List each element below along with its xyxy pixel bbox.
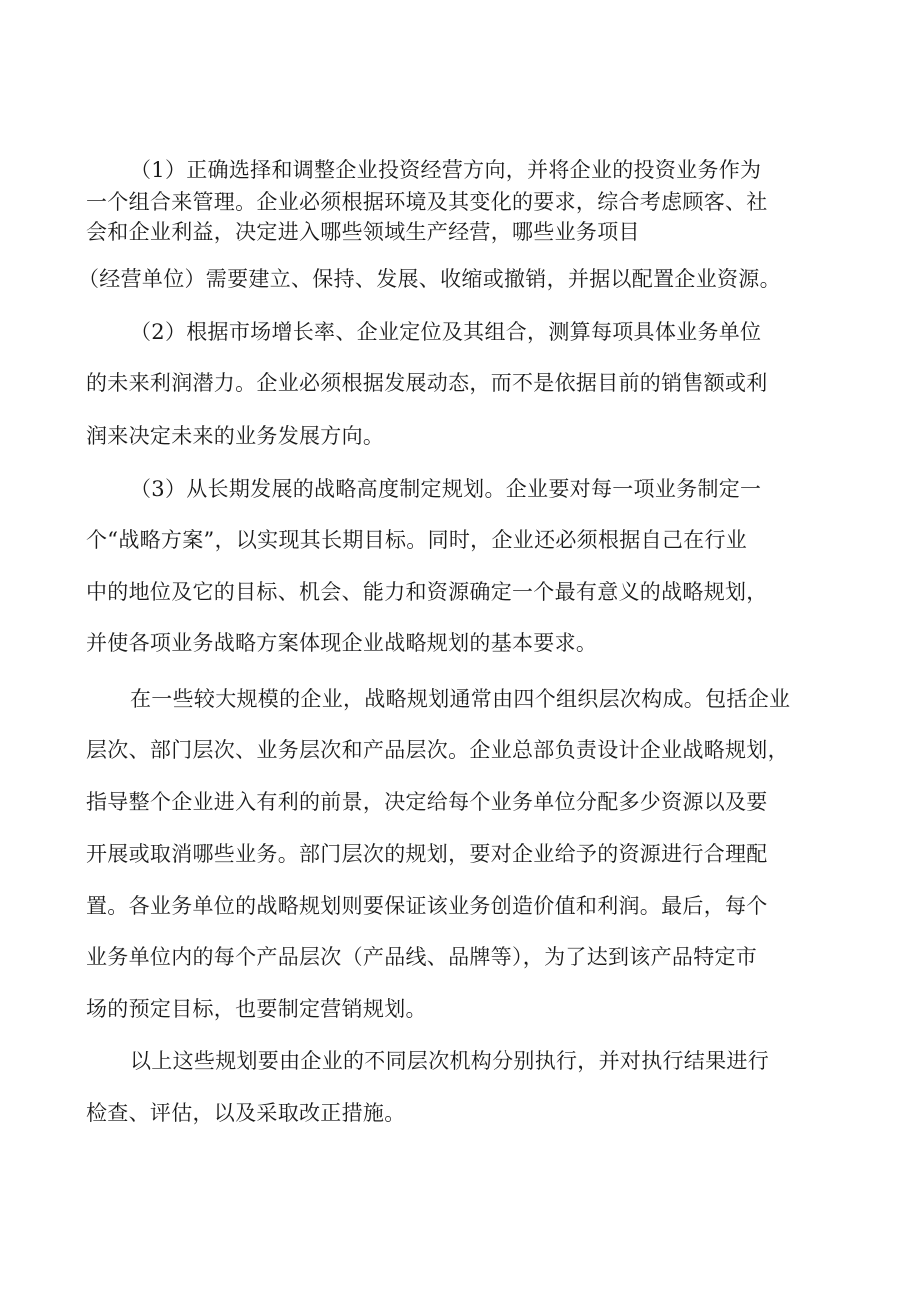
text-line: 检查、评估，以及采取改正措施。 bbox=[86, 1101, 406, 1125]
text-line: 场的预定目标，也要制定营销规划。 bbox=[86, 997, 427, 1021]
text-line: 以上这些规划要由企业的不同层次机构分别执行，并对执行结果进行 bbox=[130, 1049, 769, 1073]
text-line: 开展或取消哪些业务。部门层次的规划，要对企业给予的资源进行合理配 bbox=[86, 842, 768, 866]
text-line: 中的地位及它的目标、机会、能力和资源确定一个最有意义的战略规划， bbox=[86, 580, 768, 604]
text-line: 业务单位内的每个产品层次（产品线、品牌等），为了达到该产品特定市 bbox=[86, 945, 758, 969]
text-line: 一个组合来管理。企业必须根据环境及其变化的要求，综合考虑顾客、社 bbox=[86, 190, 768, 214]
text-line: 并使各项业务战略方案体现企业战略规划的基本要求。 bbox=[86, 631, 598, 655]
text-line: 在一些较大规模的企业，战略规划通常由四个组织层次构成。包括企业 bbox=[130, 687, 791, 711]
text-line: 层次、部门层次、业务层次和产品层次。企业总部负责设计企业战略规划， bbox=[86, 738, 789, 762]
text-line: 个“战略方案”，以实现其长期目标。同时，企业还必须根据自己在行业 bbox=[86, 528, 748, 552]
text-line: （1）正确选择和调整企业投资经营方向，并将企业的投资业务作为 bbox=[130, 158, 762, 182]
text-line: （2）根据市场增长率、企业定位及其组合，测算每项具体业务单位 bbox=[130, 320, 762, 344]
text-line: 指导整个企业进入有利的前景，决定给每个业务单位分配多少资源以及要 bbox=[86, 790, 768, 814]
text-line: （3）从长期发展的战略高度制定规划。企业要对每一项业务制定一 bbox=[130, 477, 762, 501]
text-line: 的未来利润潜力。企业必须根据发展动态，而不是依据目前的销售额或利 bbox=[86, 371, 768, 395]
text-line: 置。各业务单位的战略规划则要保证该业务创造价值和利润。最后，每个 bbox=[86, 894, 768, 918]
text-line: （经营单位）需要建立、保持、发展、收缩或撤销，并据以配置企业资源。 bbox=[78, 267, 781, 291]
text-line: 会和企业利益，决定进入哪些领域生产经营，哪些业务项目 bbox=[86, 220, 640, 244]
text-line: 润来决定未来的业务发展方向。 bbox=[86, 424, 385, 448]
